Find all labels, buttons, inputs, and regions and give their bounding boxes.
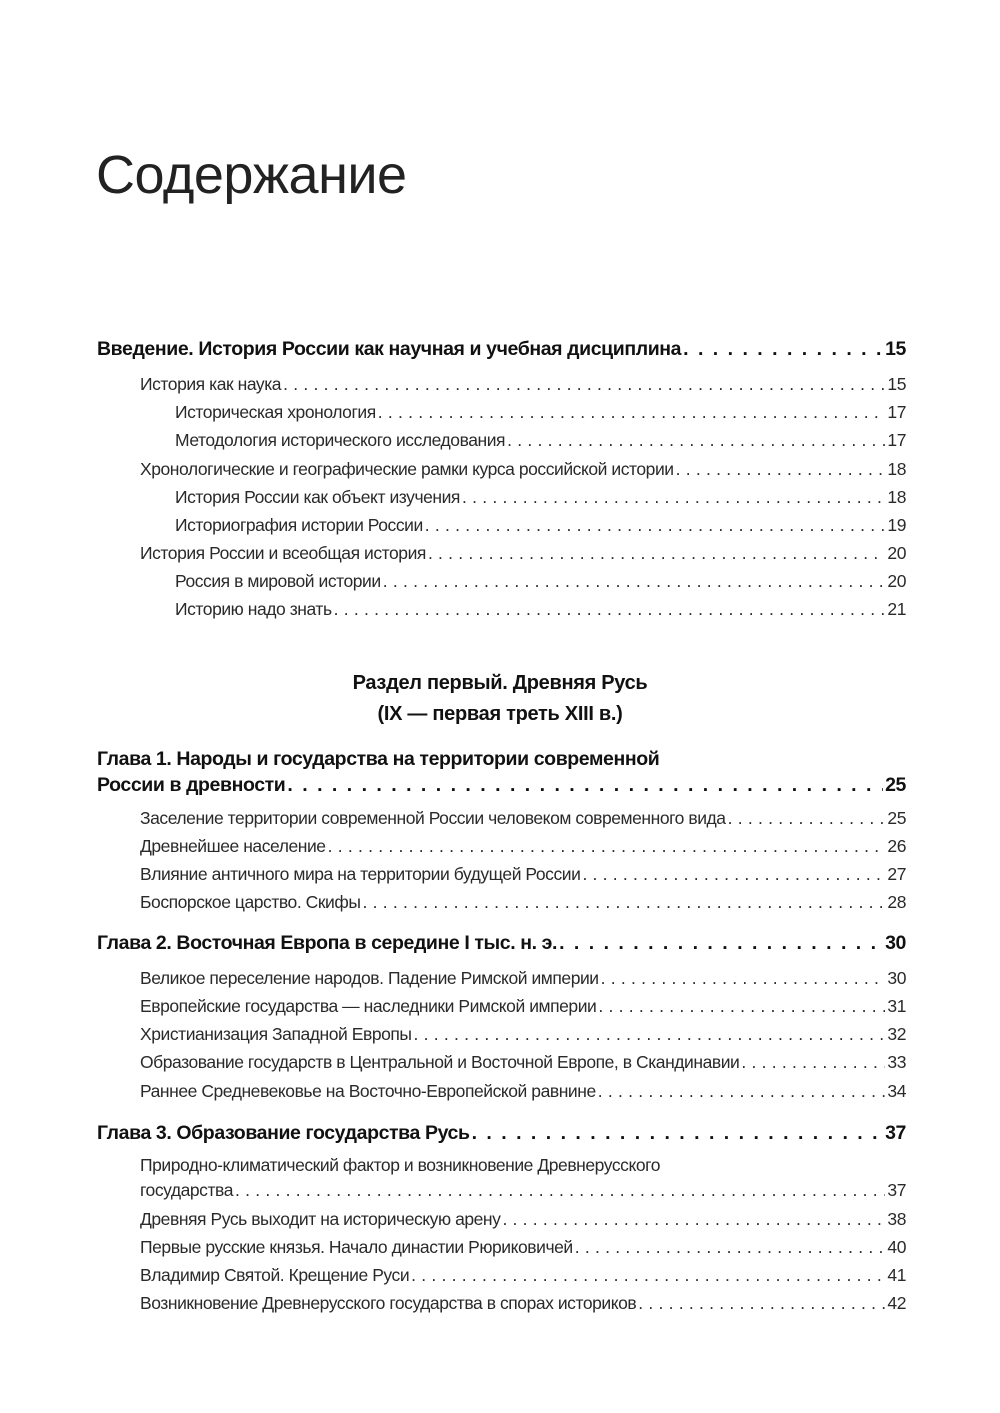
toc-entry-title: Историография истории России: [175, 515, 423, 535]
toc-entry[interactable]: [140, 455, 906, 483]
dot-leader: [235, 1176, 885, 1204]
toc-page-number: 26: [887, 836, 906, 856]
toc-page-number: 34: [887, 1081, 906, 1101]
toc-page-number: 41: [887, 1265, 906, 1285]
toc-page-number: 17: [887, 430, 906, 450]
toc-entry-title: Глава 1. Народы и государства на территории современной: [97, 748, 660, 770]
toc-page-number: 15: [885, 338, 906, 360]
dot-leader: [728, 804, 886, 832]
dot-leader: [328, 832, 886, 860]
toc-page-number: 37: [885, 1122, 906, 1144]
toc-entry[interactable]: [140, 1077, 906, 1105]
toc-page-number: 20: [887, 571, 906, 591]
toc-page-number: 21: [887, 599, 906, 619]
toc-entry[interactable]: [140, 804, 906, 832]
toc-page-number: 27: [887, 864, 906, 884]
dot-leader: [683, 335, 883, 363]
toc-entry-title: Заселение территории современной России человеком современного вида: [140, 808, 726, 828]
toc-entry-title: Методология исторического исследования: [175, 430, 506, 450]
toc-chapter-2[interactable]: [97, 929, 906, 957]
toc-entry-title: Хронологические и географические рамки курса российской истории: [140, 459, 674, 479]
toc-page-number: 38: [887, 1209, 906, 1229]
toc-page-number: 40: [887, 1237, 906, 1257]
toc-entry[interactable]: [175, 398, 906, 426]
toc-page-number: 17: [887, 402, 906, 422]
dot-leader: [582, 860, 885, 888]
toc-page-number: 30: [887, 968, 906, 988]
dot-leader: [741, 1048, 885, 1076]
dot-leader: [559, 929, 883, 957]
toc-entry[interactable]: [140, 1205, 906, 1233]
dot-leader: [362, 888, 885, 916]
toc-chapter-1[interactable]: [97, 771, 906, 799]
section-heading: Раздел первый. Древняя Русь: [352, 672, 648, 694]
toc-entry-title: государства: [140, 1180, 233, 1200]
dot-leader: [428, 539, 885, 567]
toc-entry-title: Европейские государства — наследники Римской империи: [140, 996, 597, 1016]
toc-entry[interactable]: [140, 1261, 906, 1289]
toc-entry-title: Историческая хронология: [175, 402, 376, 422]
dot-leader: [462, 483, 885, 511]
toc-page-number: 18: [887, 487, 906, 507]
toc-page-number: 25: [887, 808, 906, 828]
toc-page-number: 15: [887, 374, 906, 394]
toc-entry-title: Раннее Средневековье на Восточно-Европейской равнине: [140, 1081, 596, 1101]
dot-leader: [507, 426, 885, 454]
toc-entry-title: Природно-климатический фактор и возникновение Древнерусского: [140, 1155, 660, 1175]
dot-leader: [334, 595, 886, 623]
dot-leader: [287, 771, 883, 799]
toc-entry-title: Россия в мировой истории: [175, 571, 381, 591]
dot-leader: [383, 567, 886, 595]
toc-entry-title: История России и всеобщая история: [140, 543, 426, 563]
dot-leader: [411, 1261, 885, 1289]
dot-leader: [502, 1205, 885, 1233]
toc-chapter-3[interactable]: [97, 1119, 906, 1147]
toc-entry[interactable]: [140, 370, 906, 398]
toc-entry[interactable]: [140, 539, 906, 567]
toc-page-number: 20: [887, 543, 906, 563]
toc-entry-title: Глава 3. Образование государства Русь: [97, 1122, 470, 1144]
dot-leader: [472, 1119, 884, 1147]
toc-entry[interactable]: [140, 992, 906, 1020]
toc-page-number: 18: [887, 459, 906, 479]
toc-entry-title: Первые русские князья. Начало династии Рюриковичей: [140, 1237, 573, 1257]
toc-entry-title: России в древности: [97, 774, 286, 796]
toc-entry[interactable]: [175, 426, 906, 454]
toc-entry[interactable]: [140, 1176, 906, 1204]
toc-entry-title: Историю надо знать: [175, 599, 332, 619]
dot-leader: [676, 455, 886, 483]
toc-entry-title: Древнейшее население: [140, 836, 326, 856]
toc-page-number: 31: [887, 996, 906, 1016]
dot-leader: [283, 370, 885, 398]
toc-entry[interactable]: [175, 595, 906, 623]
dot-leader: [425, 511, 886, 539]
toc-entry-title: Влияние античного мира на территории будущей России: [140, 864, 581, 884]
toc-entry[interactable]: [140, 888, 906, 916]
toc-page-number: 42: [887, 1293, 906, 1313]
toc-entry-line1[interactable]: [140, 1153, 906, 1177]
toc-entry[interactable]: [175, 511, 906, 539]
toc-entry-title: Древняя Русь выходит на историческую арену: [140, 1209, 501, 1229]
toc-entry-title: Возникновение Древнерусского государства в спорах историков: [140, 1293, 637, 1313]
dot-leader: [638, 1289, 885, 1317]
toc-page-number: 37: [887, 1180, 906, 1200]
toc-entry[interactable]: [140, 1233, 906, 1261]
toc-entry-title: История России как объект изучения: [175, 487, 460, 507]
toc-page-number: 28: [887, 892, 906, 912]
toc-page-number: 32: [887, 1024, 906, 1044]
toc-entry-title: Введение. История России как научная и учебная дисциплина: [97, 338, 682, 360]
toc-entry[interactable]: [140, 860, 906, 888]
dot-leader: [414, 1020, 886, 1048]
toc-chapter-1-line1[interactable]: [97, 745, 906, 773]
toc-entry[interactable]: [140, 1048, 906, 1076]
page-title: Содержание: [96, 145, 407, 205]
toc-entry[interactable]: [140, 1020, 906, 1048]
toc-page-number: 30: [885, 932, 906, 954]
toc-entry[interactable]: [175, 483, 906, 511]
toc-entry-title: Глава 2. Восточная Европа в середине I тыс. н. э.: [97, 932, 558, 954]
toc-entry[interactable]: [140, 964, 906, 992]
toc-entry[interactable]: [140, 832, 906, 860]
toc-entry[interactable]: [140, 1289, 906, 1317]
toc-entry[interactable]: [175, 567, 906, 595]
dot-leader: [601, 964, 886, 992]
toc-page-number: 25: [885, 774, 906, 796]
toc-entry-title: Великое переселение народов. Падение Римской империи: [140, 968, 599, 988]
toc-entry-title: История как наука: [140, 374, 282, 394]
section-subheading: (IX — первая треть XIII в.): [377, 703, 623, 725]
toc-entry-title: Владимир Святой. Крещение Руси: [140, 1265, 410, 1285]
dot-leader: [598, 992, 885, 1020]
dot-leader: [598, 1077, 886, 1105]
dot-leader: [575, 1233, 886, 1261]
dot-leader: [378, 398, 886, 426]
toc-entry-title: Христианизация Западной Европы: [140, 1024, 412, 1044]
toc-page-number: 33: [887, 1052, 906, 1072]
toc-page-number: 19: [887, 515, 906, 535]
toc-entry-intro[interactable]: [97, 335, 906, 363]
toc-entry-title: Образование государств в Центральной и Восточной Европе, в Скандинавии: [140, 1052, 740, 1072]
toc-entry-title: Боспорское царство. Скифы: [140, 892, 361, 912]
